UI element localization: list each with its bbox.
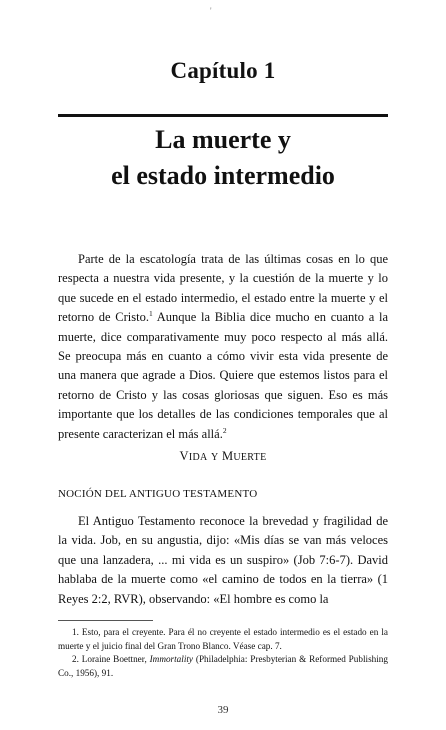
section-heading-v: V bbox=[179, 449, 189, 463]
footnotes bbox=[58, 626, 388, 680]
footnote-2-book-title: Immortality bbox=[149, 654, 194, 665]
intro-text-2: Aunque la Biblia dice mucho en cuanto a la muerte, dice comparativamente muy poco respecto al más allá. Se preocupa más en cuanto a cómo vivir esta vida presente de una manera que agrade a Dios. Quiere que estemos listos para el retorno de Cristo y las cosas gloriosas que siguen. Eso es más importante que los detalles de las condiciones temporales que al presente caracterizan el más allá. bbox=[58, 310, 388, 441]
page-mark: ' bbox=[210, 6, 212, 16]
page-number: 39 bbox=[217, 704, 229, 716]
section-heading bbox=[0, 449, 446, 464]
section-heading-y: Y bbox=[210, 452, 219, 463]
intro-paragraph-block bbox=[58, 250, 388, 444]
section-heading-uerte: UERTE bbox=[233, 452, 267, 463]
body-paragraph: El Antiguo Testamento reconoce la brevedad y fragilidad de la vida. Job, en su angustia, dijo: «Mis días se van más veloces que una lanzadera, ... mi vida es un suspiro» (Job 7:6-7). David hablaba de la muerte como «el camino de todos en la tierra» (1 Reyes 2:2, RVR), observando: «El hombre es como la bbox=[58, 514, 388, 606]
chapter-title-line-2: el estado intermedio bbox=[111, 161, 335, 190]
chapter-title bbox=[0, 122, 446, 194]
footnote-ref-2: 2 bbox=[222, 425, 227, 435]
intro-paragraph bbox=[58, 250, 388, 444]
section-heading-ida: IDA bbox=[188, 452, 208, 463]
footnote-2-publisher: (Philadelphia: Presbyterian & Reformed Publishing Co., 1956), 91. bbox=[58, 654, 388, 678]
chapter-rule bbox=[58, 114, 388, 117]
chapter-label: Capítulo 1 bbox=[170, 58, 276, 83]
footnote-ref-1: 1 bbox=[148, 309, 153, 319]
subsection-heading: NOCIÓN DEL ANTIGUO TESTAMENTO bbox=[58, 488, 258, 500]
footnote-rule bbox=[58, 620, 153, 621]
footnote-1: 1. Esto, para el creyente. Para él no creyente el estado intermedio es el estado en la muerte y el juicio final del Gran Trono Blanco. Véase cap. 7. bbox=[58, 627, 388, 651]
footnote-2-author: 2. Loraine Boettner, bbox=[72, 654, 150, 665]
section-heading-m: M bbox=[221, 449, 234, 463]
body-paragraph-block bbox=[58, 512, 388, 609]
chapter-title-line-1: La muerte y bbox=[155, 125, 291, 154]
footnote-2 bbox=[58, 653, 388, 680]
intro-text-1: Parte de la escatología trata de las últimas cosas en lo que respecta a nuestra vida presente, y la cuestión de la muerte y lo que sucede en el estado intermedio, el estado entre la muerte y el retorno de Cristo. bbox=[58, 252, 388, 325]
